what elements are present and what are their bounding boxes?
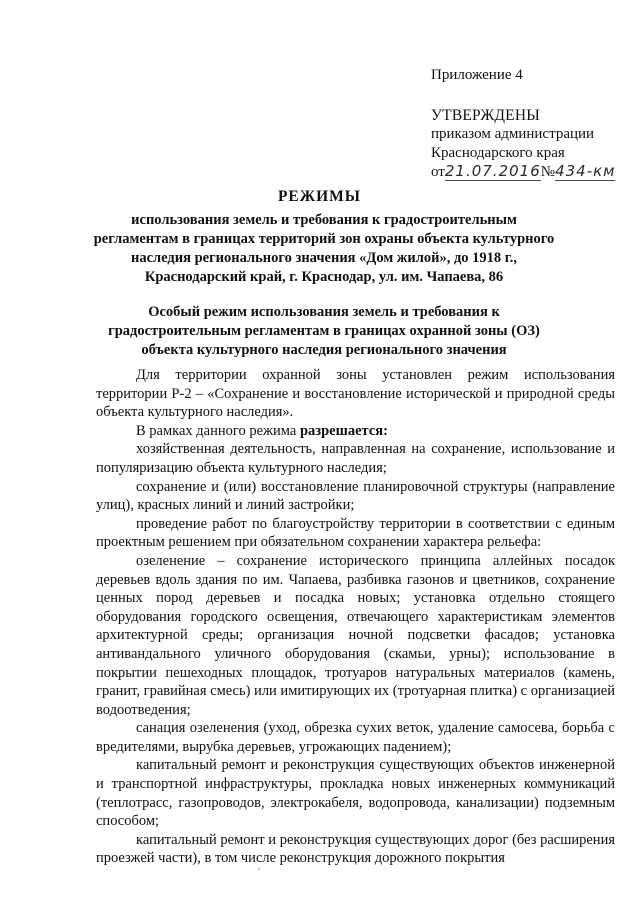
paragraph: сохранение и (или) восстановление планировочной структуры (направление улиц), красных линий и линий застройки; — [96, 478, 615, 514]
paragraph: озеленение – сохранение исторического принципа аллейных посадок деревьев вдоль здания по им. Чапаева, разбивка газонов и цветников, сохранение ценных пород деревьев и посадка новых; установка отдельно стоящего оборудования городского освещения, отвечающего характеристикам элементов архитектурной среды; организация ночной подсветки фасадов; установка антивандального уличного оборудования (скамьи, урны); использование в покрытии пешеходных площадок, тротуаров натуральных материалов (камень, гранит, гравийная смесь) или имитирующих их (тротуарная плитка) с организацией водоотведения; — [96, 552, 615, 718]
number-underline — [555, 164, 615, 181]
approved-heading: УТВЕРЖДЕНЫ — [431, 107, 540, 124]
order-line-2: Краснодарского края — [431, 145, 565, 161]
paragraph: капитальный ремонт и реконструкция существующих дорог (без расширения проезжей части), в том числе реконструкция дорожного покрытия — [96, 831, 615, 867]
paragraph: Для территории охранной зоны установлен режим использования территории Р-2 – «Сохранение и восстановление исторической и природной среды объекта культурного наследия». — [96, 367, 615, 421]
permitted-intro: В рамках данного режима — [136, 422, 300, 439]
handwritten-number: 434-км — [555, 162, 616, 180]
approval-block — [431, 106, 615, 182]
paragraph-permitted — [96, 422, 615, 441]
permitted-keyword: разрешается: — [299, 422, 388, 439]
document-title: РЕЖИМЫ — [277, 188, 362, 205]
scan-speck — [258, 868, 260, 870]
handwritten-date: 21.07.2016 — [444, 162, 541, 180]
document-body — [96, 366, 615, 868]
paragraph: капитальный ремонт и реконструкция существующих объектов инженерной и транспортной инфраструктуры, прокладка новых инженерных коммуникаций (теплотрасс, газопроводов, электрокабеля, водопровода, канализации) подземным способом; — [96, 757, 615, 830]
order-date-line — [431, 163, 615, 182]
appendix-label: Приложение 4 — [431, 67, 523, 83]
order-line-1: приказом администрации — [431, 126, 595, 142]
date-underline — [445, 164, 541, 181]
number-prefix: № — [540, 164, 556, 180]
section-title: Особый режим использования земель и требования к градостроительным регламентам в границах охранной зоны (ОЗ) объекта культурного наследия регионального значения — [108, 304, 540, 358]
date-prefix: от — [431, 164, 445, 180]
document-subtitle: использования земель и требования к градостроительным регламентам в границах территорий зон охраны объекта культурного наследия регионального значения «Дом жилой», до 1918 г., Краснодарский край, г. Краснодар, ул. им. Чапаева, 86 — [93, 212, 555, 285]
paragraph: санация озеленения (уход, обрезка сухих веток, удаление самосева, борьба с вредителями, вырубка деревьев, угрожающих падением); — [96, 720, 615, 755]
paragraph: хозяйственная деятельность, направленная на сохранение, использование и популяризацию объекта культурного наследия; — [96, 441, 615, 476]
paragraph: проведение работ по благоустройству территории в соответствии с единым проектным решением при обязательном сохранении характера рельефа: — [96, 515, 615, 551]
